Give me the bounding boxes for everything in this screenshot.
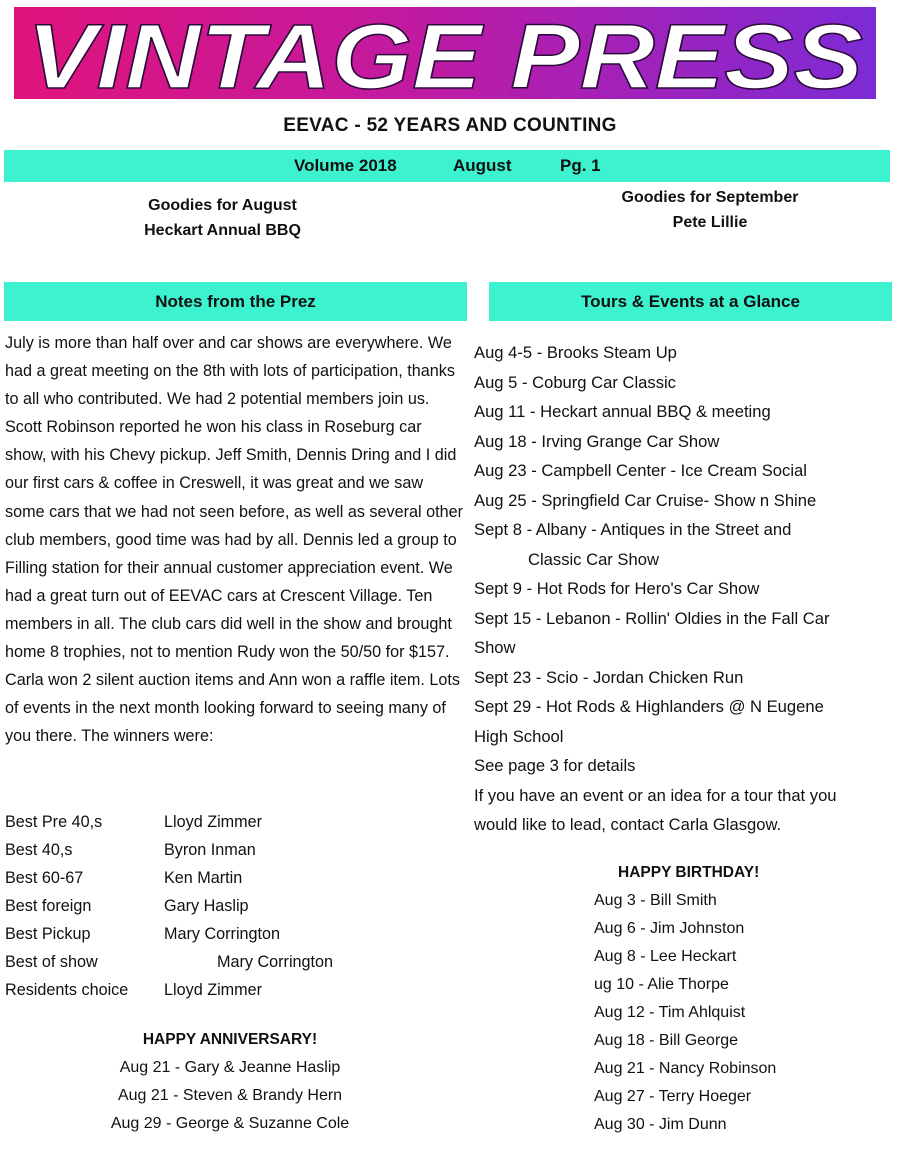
winner-category: Best foreign xyxy=(5,897,92,915)
anniversary-item: Aug 21 - Steven & Brandy Hern xyxy=(117,1087,343,1104)
event-item: Sept 8 - Albany - Antiques in the Street and xyxy=(474,520,792,539)
winner-name: Ken Martin xyxy=(164,869,243,887)
goodies-september-heading: Goodies for September xyxy=(621,189,799,206)
masthead-banner xyxy=(14,7,876,99)
events-note: See page 3 for details xyxy=(474,756,636,775)
masthead-title: VINTAGE PRESS xyxy=(27,7,863,99)
prez-heading: Notes from the Prez xyxy=(4,282,467,321)
anniversary-section xyxy=(70,1026,390,1138)
winner-category: Residents choice xyxy=(5,981,129,999)
winner-name: Byron Inman xyxy=(164,841,256,859)
issue-volume: Volume 2018 xyxy=(294,156,397,175)
events-contact-line: would like to lead, contact Carla Glasgow. xyxy=(474,815,782,834)
birthday-item: Aug 3 - Bill Smith xyxy=(594,892,717,909)
subtitle: EEVAC - 52 YEARS AND COUNTING xyxy=(283,115,617,136)
goodies-september xyxy=(580,185,840,235)
event-item: Aug 4-5 - Brooks Steam Up xyxy=(474,343,677,362)
event-item: Aug 5 - Coburg Car Classic xyxy=(474,372,676,392)
birthday-heading: HAPPY BIRTHDAY! xyxy=(618,864,760,881)
event-item: Aug 25 - Springfield Car Cruise- Show n Shine xyxy=(474,490,817,510)
winner-name: Lloyd Zimmer xyxy=(164,981,263,999)
goodies-september-who: Pete Lillie xyxy=(672,214,748,231)
masthead-logo xyxy=(14,7,876,99)
winner-name: Mary Corrington xyxy=(164,925,281,943)
events-list xyxy=(474,338,837,840)
birthday-item: Aug 8 - Lee Heckart xyxy=(594,948,737,965)
winner-category: Best 60-67 xyxy=(5,869,84,887)
event-item: Sept 15 - Lebanon - Rollin' Oldies in the Fall Car xyxy=(474,608,830,628)
event-item-continued: High School xyxy=(474,726,564,746)
event-item: Aug 18 - Irving Grange Car Show xyxy=(474,431,720,451)
goodies-august-who: Heckart Annual BBQ xyxy=(144,222,301,239)
issue-month: August xyxy=(453,156,512,175)
winner-name: Mary Corrington xyxy=(217,953,334,971)
winner-name: Lloyd Zimmer xyxy=(164,813,263,831)
birthday-item: Aug 27 - Terry Hoeger xyxy=(594,1088,752,1105)
winner-category: Best Pickup xyxy=(5,925,91,943)
birthday-item: ug 10 - Alie Thorpe xyxy=(594,976,729,993)
winner-name: Gary Haslip xyxy=(164,897,249,915)
winner-category: Best of show xyxy=(5,953,98,971)
prez-body: July is more than half over and car shows are everywhere. We had a great meeting on the 8th with lots of participation, thanks to all who contributed. We had 2 potential members join us. Scott Robinson reported he won his class in Roseburg car show, with his Chevy pickup. Jeff Smith, Dennis Dring and I did our first cars & coffee in Creswell, it was great and we saw some cars that we had not seen before, as well as several other club members, good time was had by all. Dennis led a group to Filling station for their annual customer appreciation event. We had a great turn out of EEVAC cars at Crescent Village. Ten members in all. The club cars did well in the show and brought home 8 trophies, not to mention Rudy won the 50/50 for $157. Carla won 2 silent auction items and Ann won a raffle item. Lots of events in the next month looking forward to seeing many of you there. The winners were: xyxy=(5,334,463,746)
event-item: Sept 9 - Hot Rods for Hero's Car Show xyxy=(474,579,760,598)
event-item-continued: Classic Car Show xyxy=(528,549,659,569)
event-item: Sept 23 - Scio - Jordan Chicken Run xyxy=(474,667,744,687)
anniversary-item: Aug 21 - Gary & Jeanne Haslip xyxy=(119,1059,341,1076)
event-item-continued: Show xyxy=(474,638,516,657)
issue-band xyxy=(4,150,890,182)
goodies-august xyxy=(100,193,345,243)
goodies-august-heading: Goodies for August xyxy=(148,197,297,214)
anniversary-item: Aug 29 - George & Suzanne Cole xyxy=(110,1115,350,1132)
anniversary-heading: HAPPY ANNIVERSARY! xyxy=(142,1031,318,1048)
birthday-item: Aug 6 - Jim Johnston xyxy=(594,920,745,937)
winner-category: Best Pre 40,s xyxy=(5,813,103,831)
birthday-section xyxy=(594,859,776,1139)
event-item: Sept 29 - Hot Rods & Highlanders @ N Eugene xyxy=(474,697,824,716)
birthday-item: Aug 18 - Bill George xyxy=(594,1032,739,1049)
birthday-item: Aug 12 - Tim Ahlquist xyxy=(594,1004,746,1021)
birthday-item: Aug 21 - Nancy Robinson xyxy=(594,1060,777,1077)
events-contact-line: If you have an event or an idea for a tour that you xyxy=(474,785,837,805)
tours-heading: Tours & Events at a Glance xyxy=(489,282,892,321)
prez-notes xyxy=(5,329,467,750)
event-item: Aug 11 - Heckart annual BBQ & meeting xyxy=(474,402,771,421)
issue-page: Pg. 1 xyxy=(560,156,601,175)
birthday-item: Aug 30 - Jim Dunn xyxy=(594,1116,727,1133)
event-item: Aug 23 - Campbell Center - Ice Cream Social xyxy=(474,461,807,480)
winner-category: Best 40,s xyxy=(5,841,73,859)
